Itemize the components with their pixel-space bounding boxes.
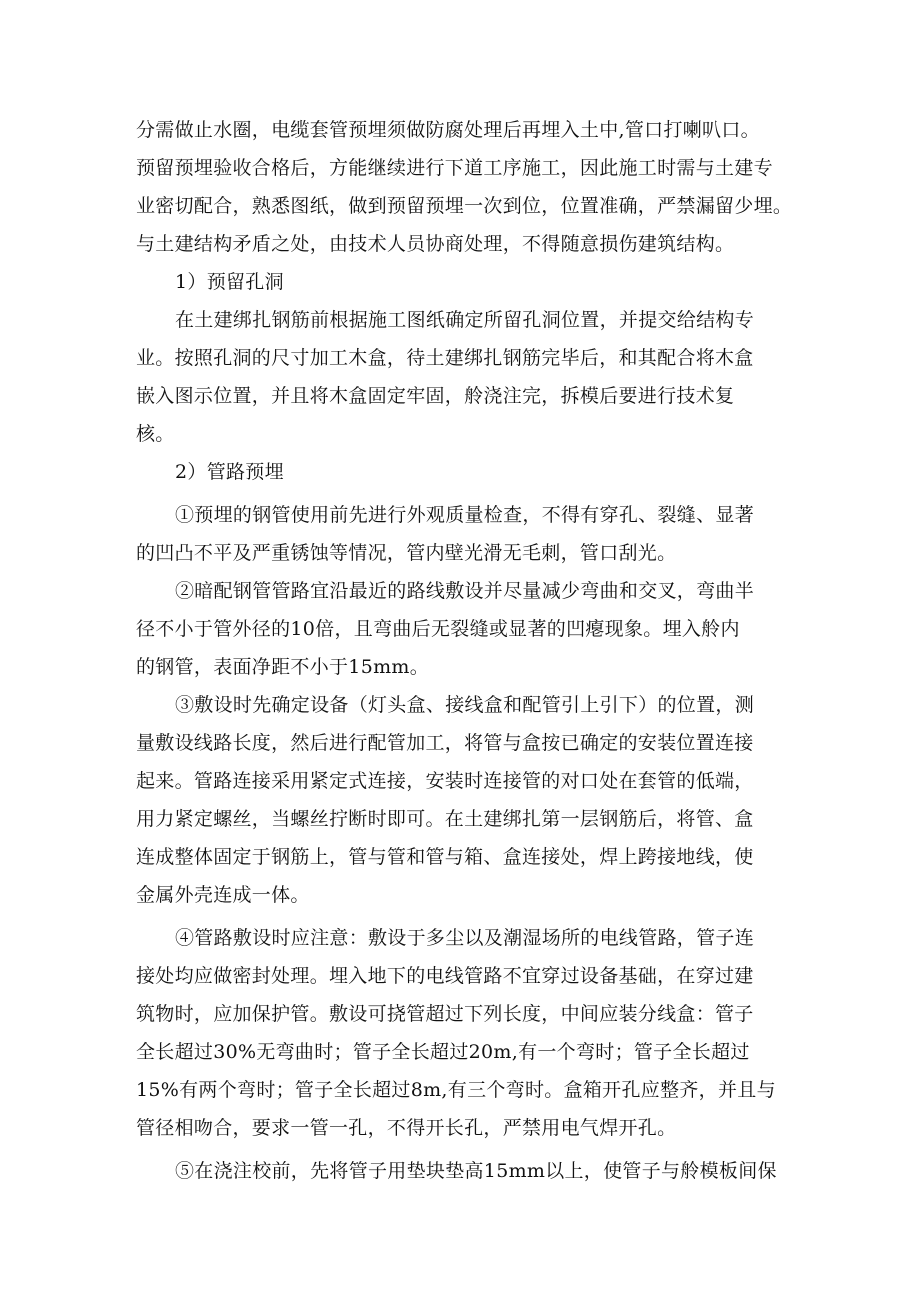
- text-line: 接处均应做密封处理。埋入地下的电线管路不宜穿过设备基础，在穿过建: [136, 965, 754, 987]
- text-line: 起来。管路连接采用紧定式连接，安装时连接管的对口处在套管的低端，: [136, 770, 754, 792]
- text-line: 量敷设线路长度，然后进行配管加工，将管与盒按已确定的安装位置连接: [136, 732, 754, 754]
- section-heading: 2）管路预埋: [175, 461, 284, 483]
- text-line: 径不小于管外径的10倍，且弯曲后无裂缝或显著的凹瘪现象。埋入舲内: [136, 618, 740, 640]
- text-line: 金属外壳连成一体。: [136, 884, 310, 906]
- text-line: 筑物时，应加保护管。敷设可挠管超过下列长度，中间应装分线盒：管子: [136, 1003, 754, 1025]
- text-line: 用力紧定螺丝，当螺丝拧断时即可。在土建绑扎第一层钢筋后，将管、盒: [136, 808, 754, 830]
- paragraph-start: ①预埋的钢管使用前先进行外观质量检查，不得有穿孔、裂缝、显著: [175, 504, 755, 526]
- text-line: 管径相吻合，要求一管一孔，不得开长孔，严禁用电气焊开孔。: [136, 1117, 677, 1139]
- paragraph-start: ③敷设时先确定设备（灯头盒、接线盒和配管引上引下）的位置，测: [175, 694, 755, 716]
- paragraph-start: ②暗配钢管管路宜沿最近的路线敷设并尽量减少弯曲和交叉，弯曲半: [175, 580, 755, 602]
- paragraph-start: 在土建绑扎钢筋前根据施工图纸确定所留孔洞位置，并提交给结构专: [175, 309, 755, 331]
- text-line: 与土建结构矛盾之处，由技术人员协商处理，不得随意损伤建筑结构。: [136, 233, 735, 255]
- text-line: 的钢管，表面净距不小于15mm。: [136, 656, 430, 678]
- text-line: 连成整体固定于钢筋上，管与管和管与箱、盒连接处，焊上跨接地线，使: [136, 846, 754, 868]
- text-line: 全长超过30%无弯曲时；管子全长超过20m,有一个弯时；管子全长超过: [136, 1041, 750, 1063]
- text-line: 嵌入图示位置，并且将木盒固定牢固，舲浇注完，拆模后要进行技术复: [136, 385, 735, 407]
- text-line: 业。按照孔洞的尺寸加工木盒，待土建绑扎钢筋完毕后，和其配合将木盒: [136, 347, 754, 369]
- text-line: 的凹凸不平及严重锈蚀等情况，管内壁光滑无毛刺，管口刮光。: [136, 542, 677, 564]
- section-heading: 1）预留孔洞: [175, 271, 284, 293]
- text-line: 核。: [136, 423, 175, 445]
- text-line: 预留预埋验收合格后，方能继续进行下道工序施工，因此施工时需与土建专: [136, 157, 773, 179]
- paragraph-start: ④管路敷设时应注意：敷设于多尘以及潮湿场所的电线管路，管子连: [175, 927, 755, 949]
- text-line: 业密切配合，熟悉图纸，做到预留预埋一次到位，位置准确，严禁漏留少埋。: [136, 195, 793, 217]
- text-line: 分需做止水圈，电缆套管预埋须做防腐处理后再埋入土中,管口打喇叭口。: [136, 119, 760, 141]
- text-line: 15%有两个弯时；管子全长超过8m,有三个弯时。盒箱开孔应整齐，并且与: [136, 1079, 776, 1101]
- paragraph-start: ⑤在浇注校前，先将管子用垫块垫高15mm以上，使管子与舲模板间保: [175, 1160, 777, 1182]
